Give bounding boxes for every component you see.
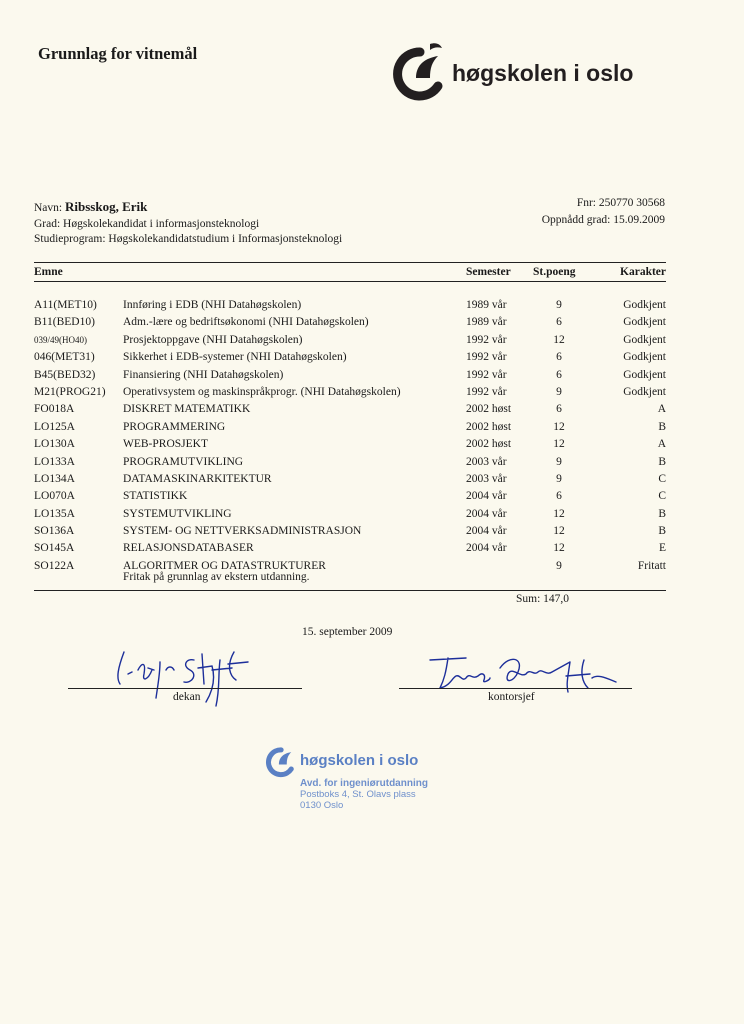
course-grade: E [658,542,666,555]
course-points: 9 [556,455,562,468]
course-points: 12 [553,438,565,451]
course-points: 6 [556,490,562,503]
table-row [34,332,666,349]
table-row [34,506,666,523]
stamp-postcode: 0130 Oslo [300,800,344,811]
signature-date: 15. september 2009 [302,626,393,638]
header-karakter: Karakter [620,266,666,278]
table-row [34,401,666,418]
degree: Grad: Høgskolekandidat i informasjonsteknologi [34,217,260,230]
course-points: 12 [553,507,565,520]
course-code: SO122A [34,559,75,572]
table-row [34,454,666,471]
course-code: M21(PROG21) [34,385,106,398]
table-row [34,384,666,401]
course-points: 12 [553,420,565,433]
course-name: PROGRAMMERING [123,420,226,433]
table-row [34,419,666,436]
course-points: 9 [556,299,562,311]
exemption-note: Fritak på grunnlag av ekstern utdanning. [123,571,310,583]
course-code: SO145A [34,542,75,555]
course-grade: A [657,438,666,451]
fnr: Fnr: 250770 30568 [576,197,665,209]
course-name: RELASJONSDATABASER [123,542,254,555]
stamp-department: Avd. for ingeniørutdanning [300,778,428,789]
course-semester: 2002 høst [466,438,512,451]
course-points: 9 [556,559,562,572]
institution-name: høgskolen i oslo [452,60,634,86]
course-grade: B [658,455,666,468]
degree-date: Oppnådd grad: 15.09.2009 [541,214,665,226]
stamp-postbox: Postboks 4, St. Olavs plass [300,789,416,800]
course-grade: Godkjent [623,351,666,364]
course-semester: 1992 vår [466,351,507,364]
course-code: LO070A [34,490,75,503]
course-semester: 2004 vår [466,490,507,503]
header-bottom-rule [34,281,666,282]
course-points: 6 [556,351,562,364]
course-points: 12 [553,525,565,538]
course-name: DISKRET MATEMATIKK [123,403,251,416]
table-row [34,297,666,314]
table-row [34,540,666,557]
course-code: B11(BED10) [34,316,95,329]
course-points: 12 [553,542,565,555]
course-semester: 2002 høst [466,420,512,433]
course-semester: 2003 vår [466,455,507,468]
course-points: 9 [556,472,562,485]
table-bottom-rule [34,590,666,591]
course-name: Prosjektoppgave (NHI Datahøgskolen) [123,333,303,346]
course-semester: 2004 vår [466,507,507,520]
course-code: LO134A [34,472,75,485]
course-semester: 1992 vår [466,385,507,398]
table-row [34,436,666,453]
course-grade: B [658,420,666,433]
course-name: Finansiering (NHI Datahøgskolen) [123,368,284,381]
course-grade: C [658,472,666,485]
course-name: Sikkerhet i EDB-systemer (NHI Datahøgskolen) [123,351,347,364]
course-code: 046(MET31) [34,351,95,364]
course-code: LO130A [34,438,75,451]
course-name: SYSTEM- OG NETTVERKSADMINISTRASJON [123,525,362,538]
course-grade: B [658,507,666,520]
points-sum: Sum: 147,0 [516,593,570,605]
course-name: STATISTIKK [123,490,188,503]
header-semester: Semester [466,266,511,278]
table-row [34,314,666,331]
student-name: Ribsskog, Erik [64,199,148,214]
stamp-address [300,778,428,811]
hio-logo-icon [386,38,450,102]
course-name: DATAMASKINARKITEKTUR [123,472,272,485]
course-semester: 1992 vår [466,368,507,381]
course-semester: 2003 vår [466,472,507,485]
course-name: SYSTEMUTVIKLING [123,507,232,520]
header-emne: Emne [34,266,63,278]
header-top-rule [34,262,666,263]
course-name: PROGRAMUTVIKLING [123,455,244,468]
course-semester: 1989 vår [466,299,507,311]
course-code: A11(MET10) [34,299,97,311]
course-grade: A [657,403,666,416]
course-name: ALGORITMER OG DATASTRUKTURER [123,559,326,572]
course-grade: Godkjent [623,385,666,398]
dekan-label: dekan [173,691,201,703]
course-code: 039/49(HO40) [34,334,87,345]
course-grade: Godkjent [623,333,666,346]
document-title: Grunnlag for vitnemål [38,44,198,63]
course-name: WEB-PROSJEKT [123,438,208,451]
kontorsjef-label: kontorsjef [488,691,535,703]
name-label: Navn: [34,202,63,214]
course-table [34,297,666,575]
course-code: FO018A [34,403,75,416]
course-code: LO133A [34,455,75,468]
course-points: 9 [556,385,562,398]
stamp-logo-icon [262,742,298,778]
institution-stamp [262,738,502,828]
course-code: LO125A [34,420,75,433]
course-grade: Godkjent [623,299,666,311]
table-row [34,367,666,384]
course-code: SO136A [34,525,75,538]
course-code: LO135A [34,507,75,520]
course-grade: B [658,525,666,538]
course-semester: 1992 vår [466,333,507,346]
course-semester: 2002 høst [466,403,512,416]
student-name-row [34,199,342,217]
course-grade: Fritatt [637,559,666,572]
course-points: 6 [556,368,562,381]
course-grade: C [658,490,666,503]
course-code: B45(BED32) [34,368,96,381]
course-points: 12 [553,333,565,346]
course-semester: 2004 vår [466,542,507,555]
table-row [34,488,666,505]
kontorsjef-signature-line [399,688,632,689]
course-points: 6 [556,316,562,329]
table-row [34,349,666,366]
institution-logo [386,38,686,102]
student-info [34,199,342,248]
table-row [34,523,666,540]
course-name: Adm.-lære og bedriftsøkonomi (NHI Datahøgskolen) [123,316,369,329]
course-points: 6 [556,403,562,416]
stamp-name: høgskolen i oslo [300,752,419,769]
course-semester: 2004 vår [466,525,507,538]
table-row [34,471,666,488]
course-name: Operativsystem og maskinspråkprogr. (NHI Datahøgskolen) [123,385,401,398]
course-grade: Godkjent [623,368,666,381]
course-name: Innføring i EDB (NHI Datahøgskolen) [123,299,302,311]
dekan-signature-line [68,688,302,689]
study-program: Studieprogram: Høgskolekandidatstudium i Informasjonsteknologi [34,233,343,245]
course-semester: 1989 vår [466,316,507,329]
course-grade: Godkjent [623,316,666,329]
header-stpoeng: St.poeng [533,266,576,278]
student-ids [542,195,665,229]
